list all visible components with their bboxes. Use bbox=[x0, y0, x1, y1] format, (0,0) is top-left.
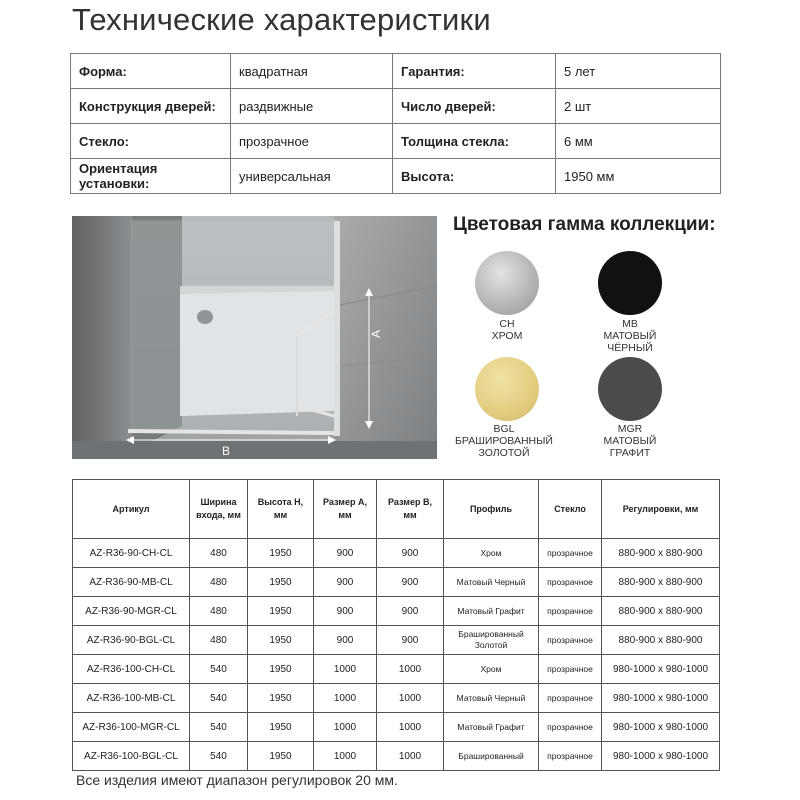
table-row bbox=[73, 742, 720, 771]
cell-size-b: 900 bbox=[377, 568, 444, 597]
swatch-name: МАТОВЫЙ bbox=[603, 435, 657, 447]
specs-table bbox=[70, 53, 721, 194]
header-glass: Стекло bbox=[539, 480, 602, 539]
header-article: Артикул bbox=[73, 480, 190, 539]
palette-title: Цветовая гамма коллекции: bbox=[453, 214, 716, 235]
cell-glass: прозрачное bbox=[539, 626, 602, 655]
cell-adjust: 980-1000 х 980-1000 bbox=[602, 713, 720, 742]
cell-height: 1950 bbox=[248, 626, 314, 655]
swatch-name: БРАШИРОВАННЫЙ bbox=[455, 435, 553, 447]
spec-key: Число дверей: bbox=[393, 89, 556, 124]
specs-row bbox=[71, 54, 721, 89]
swatch-matte-black bbox=[598, 251, 662, 315]
cell-profile: Матовый Графит bbox=[444, 597, 539, 626]
cell-width: 540 bbox=[190, 713, 248, 742]
swatch-name: ХРОМ bbox=[491, 330, 523, 342]
cell-size-a: 900 bbox=[314, 568, 377, 597]
cell-size-a: 900 bbox=[314, 539, 377, 568]
cell-width: 540 bbox=[190, 742, 248, 771]
cell-size-b: 900 bbox=[377, 597, 444, 626]
cell-glass: прозрачное bbox=[539, 713, 602, 742]
shower-enclosure-photo bbox=[72, 216, 437, 459]
spec-value: прозрачное bbox=[231, 124, 393, 159]
swatch-code: BGL bbox=[493, 423, 515, 435]
table-row bbox=[73, 684, 720, 713]
swatch-code: MGR bbox=[617, 423, 643, 435]
swatch-matte-black-label bbox=[570, 318, 690, 354]
cell-width: 480 bbox=[190, 626, 248, 655]
cell-profile: Брашированный Золотой bbox=[444, 626, 539, 655]
header-size-b: Размер В, мм bbox=[377, 480, 444, 539]
cell-article: AZ-R36-100-MGR-CL bbox=[73, 713, 190, 742]
swatch-name: ЗОЛОТОЙ bbox=[478, 447, 530, 459]
cell-profile: Хром bbox=[444, 655, 539, 684]
cell-glass: прозрачное bbox=[539, 742, 602, 771]
cell-size-b: 1000 bbox=[377, 684, 444, 713]
cell-height: 1950 bbox=[248, 684, 314, 713]
cell-glass: прозрачное bbox=[539, 655, 602, 684]
cell-width: 480 bbox=[190, 539, 248, 568]
spec-value: квадратная bbox=[231, 54, 393, 89]
swatch-chrome bbox=[475, 251, 539, 315]
footnote: Все изделия имеют диапазон регулировок 20 мм. bbox=[76, 772, 398, 788]
cell-adjust: 980-1000 х 980-1000 bbox=[602, 684, 720, 713]
cell-height: 1950 bbox=[248, 597, 314, 626]
cell-article: AZ-R36-90-MGR-CL bbox=[73, 597, 190, 626]
swatch-brushed-gold-label bbox=[444, 423, 564, 459]
dimension-label-a: A bbox=[369, 329, 383, 338]
spec-value: 2 шт bbox=[556, 89, 721, 124]
swatch-matte-graphite-label bbox=[570, 423, 690, 459]
cell-profile: Матовый Графит bbox=[444, 713, 539, 742]
cell-height: 1950 bbox=[248, 539, 314, 568]
cell-size-a: 900 bbox=[314, 626, 377, 655]
cell-profile: Хром bbox=[444, 539, 539, 568]
cell-height: 1950 bbox=[248, 655, 314, 684]
swatch-code: MB bbox=[622, 318, 638, 330]
cell-size-b: 900 bbox=[377, 626, 444, 655]
cell-glass: прозрачное bbox=[539, 539, 602, 568]
cell-profile: Матовый Черный bbox=[444, 684, 539, 713]
table-row bbox=[73, 568, 720, 597]
cell-adjust: 880-900 х 880-900 bbox=[602, 626, 720, 655]
shower-illustration bbox=[72, 216, 437, 459]
cell-size-b: 1000 bbox=[377, 655, 444, 684]
specs-row bbox=[71, 124, 721, 159]
header-profile: Профиль bbox=[444, 480, 539, 539]
spec-value: раздвижные bbox=[231, 89, 393, 124]
products-table bbox=[72, 479, 720, 771]
cell-article: AZ-R36-100-CH-CL bbox=[73, 655, 190, 684]
cell-glass: прозрачное bbox=[539, 568, 602, 597]
spec-key: Высота: bbox=[393, 159, 556, 194]
header-width: Ширина входа, мм bbox=[190, 480, 248, 539]
spec-value: 5 лет bbox=[556, 54, 721, 89]
cell-size-a: 1000 bbox=[314, 684, 377, 713]
cell-adjust: 880-900 х 880-900 bbox=[602, 568, 720, 597]
spec-key: Ориентация установки: bbox=[71, 159, 231, 194]
swatch-brushed-gold bbox=[475, 357, 539, 421]
cell-glass: прозрачное bbox=[539, 597, 602, 626]
table-row bbox=[73, 539, 720, 568]
spec-key: Стекло: bbox=[71, 124, 231, 159]
cell-width: 540 bbox=[190, 684, 248, 713]
spec-key: Гарантия: bbox=[393, 54, 556, 89]
cell-width: 480 bbox=[190, 597, 248, 626]
header-size-a: Размер А, мм bbox=[314, 480, 377, 539]
swatch-code: CH bbox=[499, 318, 515, 330]
cell-adjust: 880-900 х 880-900 bbox=[602, 539, 720, 568]
dimension-label-b: B bbox=[222, 444, 231, 458]
spec-key: Толщина стекла: bbox=[393, 124, 556, 159]
cell-size-b: 900 bbox=[377, 539, 444, 568]
spec-key: Форма: bbox=[71, 54, 231, 89]
table-row bbox=[73, 626, 720, 655]
cell-profile: Брашированный bbox=[444, 742, 539, 771]
swatch-name: ГРАФИТ bbox=[609, 447, 651, 459]
cell-size-a: 1000 bbox=[314, 655, 377, 684]
table-header-row bbox=[73, 480, 720, 539]
cell-adjust: 980-1000 х 980-1000 bbox=[602, 742, 720, 771]
swatch-name: МАТОВЫЙ bbox=[603, 330, 657, 342]
cell-article: AZ-R36-90-CH-CL bbox=[73, 539, 190, 568]
cell-size-a: 1000 bbox=[314, 713, 377, 742]
cell-profile: Матовый Черный bbox=[444, 568, 539, 597]
cell-article: AZ-R36-90-MB-CL bbox=[73, 568, 190, 597]
cell-adjust: 980-1000 х 980-1000 bbox=[602, 655, 720, 684]
cell-glass: прозрачное bbox=[539, 684, 602, 713]
swatch-matte-graphite bbox=[598, 357, 662, 421]
cell-height: 1950 bbox=[248, 568, 314, 597]
swatch-name: ЧЁРНЫЙ bbox=[607, 342, 653, 354]
cell-article: AZ-R36-100-BGL-CL bbox=[73, 742, 190, 771]
spec-key: Конструкция дверей: bbox=[71, 89, 231, 124]
cell-size-b: 1000 bbox=[377, 742, 444, 771]
cell-height: 1950 bbox=[248, 742, 314, 771]
spec-value: 6 мм bbox=[556, 124, 721, 159]
cell-size-a: 1000 bbox=[314, 742, 377, 771]
cell-article: AZ-R36-100-MB-CL bbox=[73, 684, 190, 713]
cell-height: 1950 bbox=[248, 713, 314, 742]
spec-value: универсальная bbox=[231, 159, 393, 194]
cell-size-b: 1000 bbox=[377, 713, 444, 742]
table-row bbox=[73, 713, 720, 742]
cell-width: 540 bbox=[190, 655, 248, 684]
swatch-chrome-label bbox=[447, 318, 567, 342]
header-height: Высота H, мм bbox=[248, 480, 314, 539]
cell-width: 480 bbox=[190, 568, 248, 597]
header-adjust: Регулировки, мм bbox=[602, 480, 720, 539]
specs-row bbox=[71, 159, 721, 194]
specs-row bbox=[71, 89, 721, 124]
cell-article: AZ-R36-90-BGL-CL bbox=[73, 626, 190, 655]
spec-value: 1950 мм bbox=[556, 159, 721, 194]
page-title: Технические характеристики bbox=[72, 2, 491, 37]
cell-adjust: 880-900 х 880-900 bbox=[602, 597, 720, 626]
cell-size-a: 900 bbox=[314, 597, 377, 626]
table-row bbox=[73, 597, 720, 626]
table-row bbox=[73, 655, 720, 684]
